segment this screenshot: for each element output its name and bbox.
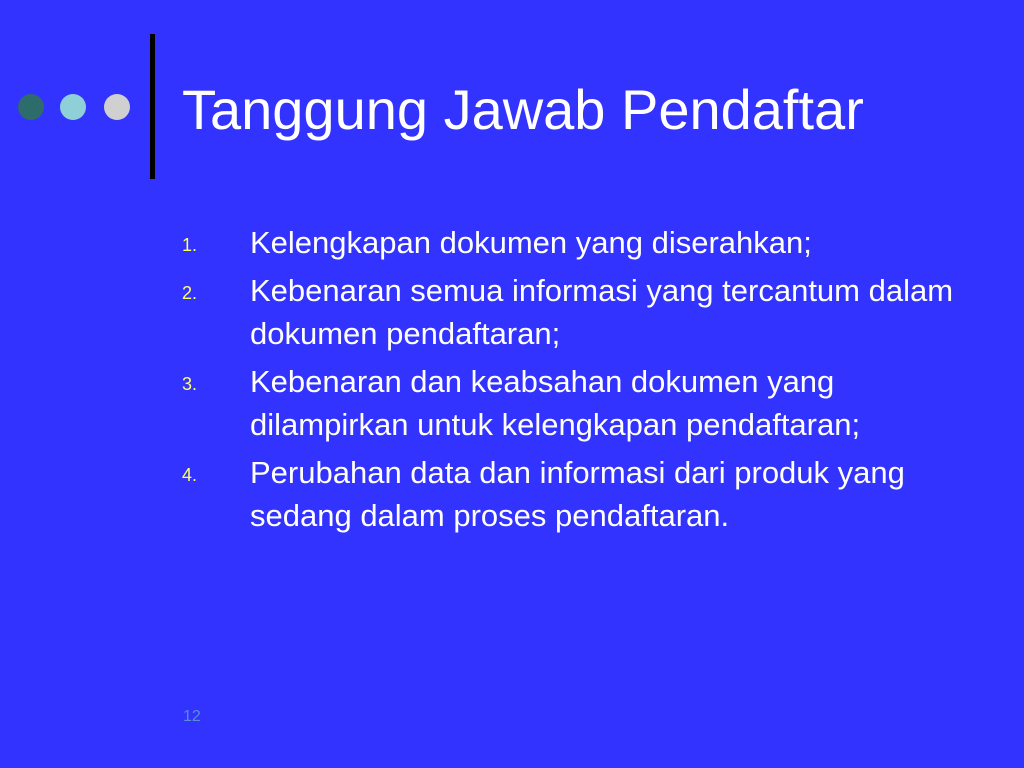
list-item-text: Perubahan data dan informasi dari produk yang sedang dalam proses pendaftaran. bbox=[250, 455, 905, 533]
numbered-list bbox=[182, 221, 972, 542]
list-item-text: Kelengkapan dokumen yang diserahkan; bbox=[250, 225, 812, 260]
list-item bbox=[182, 360, 972, 446]
list-number: 2. bbox=[182, 283, 198, 303]
list-number: 3. bbox=[182, 374, 198, 394]
list-number: 1. bbox=[182, 235, 198, 255]
list-item-text: Kebenaran dan keabsahan dokumen yang dilampirkan untuk kelengkapan pendaftaran; bbox=[250, 364, 861, 442]
title-divider bbox=[150, 34, 155, 179]
circle-icon bbox=[104, 94, 130, 120]
slide-title: Tanggung Jawab Pendaftar bbox=[182, 78, 864, 141]
list-item bbox=[182, 269, 972, 355]
decorative-dots bbox=[18, 94, 130, 120]
circle-icon bbox=[18, 94, 44, 120]
list-item bbox=[182, 221, 972, 264]
list-number: 4. bbox=[182, 465, 198, 485]
list-item-text: Kebenaran semua informasi yang tercantum dalam dokumen pendaftaran; bbox=[250, 273, 954, 351]
circle-icon bbox=[60, 94, 86, 120]
page-number: 12 bbox=[183, 708, 201, 725]
list-item bbox=[182, 451, 972, 537]
